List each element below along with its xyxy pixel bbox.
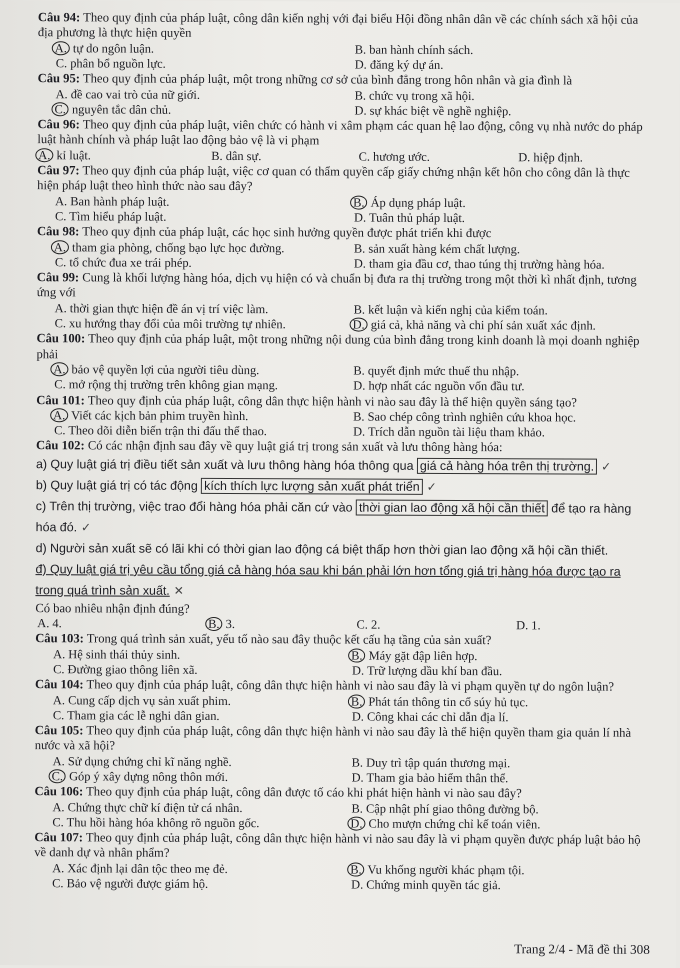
answer-option[interactable] — [354, 195, 653, 212]
answer-option[interactable] — [354, 318, 653, 335]
answer-options — [36, 408, 652, 441]
option-text: bảo vệ quyền lợi của người tiêu dùng. — [71, 362, 260, 378]
circled-answer-mark: A. — [50, 408, 68, 422]
answer-option[interactable] — [54, 378, 353, 395]
option-letter: D. — [352, 663, 365, 678]
answer-option[interactable] — [353, 364, 652, 381]
option-letter: B. — [351, 755, 364, 770]
option-text: Tham gia bảo hiểm thân thể. — [366, 770, 509, 786]
option-text: chức vụ trong xã hội. — [369, 88, 475, 103]
question-text: Câu 107: Theo quy định của pháp luật, công dân thực hiện hành vi nào sau đây là vi phạm quyền được pháp luật bảo hộ về danh dự và nhân phẩm? — [34, 830, 641, 861]
answer-option[interactable] — [351, 862, 650, 879]
option-letter: D. — [354, 57, 367, 72]
answer-option[interactable] — [355, 88, 654, 105]
option-text: Áp dụng pháp luật. — [370, 195, 466, 210]
option-text: Phát tán thông tin cổ súy hủ tục. — [368, 694, 529, 709]
statement-e: đ) Quy luật giá trị yêu cầu tổng giá cả hàng hóa sau khi bán phải lớn hơn tổng giá trị hàng hóa được tạo ra trong quá trình sản xuất. ✕ — [35, 561, 621, 598]
option-text: mở rộng thị trường trên không gian mạng. — [68, 377, 278, 393]
option-letter: C. — [54, 316, 66, 331]
option-letter: D. — [351, 709, 364, 724]
option-text: 2. — [370, 617, 381, 632]
statement-d: d) Người sản xuất sẽ có lãi khi có thời gian lao động cá biệt thấp hơn thời gian lao động xã hội cần thiết. — [35, 540, 609, 558]
answer-option[interactable] — [353, 379, 652, 396]
answer-option[interactable] — [55, 194, 354, 211]
option-text: ban hành chính sách. — [369, 42, 474, 57]
questions-94-101 — [36, 10, 654, 441]
statement-a: a) Quy luật giá trị điều tiết sản xuất và lưu thông hàng hóa thông qua giá cả hàng hóa trên thị trường. ✓ — [35, 456, 612, 474]
answer-option[interactable] — [516, 618, 651, 634]
answer-options — [34, 861, 650, 894]
option-letter: C. — [54, 255, 67, 270]
option-text: Công khai các chỉ dẫn địa lí. — [367, 709, 509, 724]
option-letter: A. — [52, 799, 65, 814]
answer-option[interactable] — [37, 616, 209, 632]
option-text: nguyên tắc dân chủ. — [71, 102, 172, 117]
question-text: Câu 104: Theo quy định của pháp luật, công dân thực hiện hành vi nào sau đây là vi phạm quyền tự do ngôn luận? — [34, 677, 615, 694]
answer-option[interactable] — [53, 754, 352, 771]
option-text: hợp nhất các nguồn vốn đầu tư. — [368, 378, 525, 394]
question-ask: Có bao nhiêu nhận định đúng? — [35, 600, 190, 616]
answer-option[interactable] — [211, 149, 358, 165]
option-text: Cho mượn chứng chỉ kế toán viên. — [368, 816, 541, 832]
option-letter: D. — [353, 378, 366, 393]
circled-answer-mark: B. — [205, 617, 222, 631]
statement-b: b) Quy luật giá trị có tác động kích thích lực lượng sản xuất phát triển ✓ — [35, 477, 437, 494]
answer-option[interactable] — [354, 103, 653, 120]
option-text: Tham gia các lễ nghi dân gian. — [67, 708, 220, 723]
question-text: Câu 96: Theo quy định của pháp luật, viên chức có hành vi xâm phạm các quan hệ lao động, công vụ nhà nước do pháp luật hành chính và pháp luật lao động bảo vệ là vi phạm — [37, 117, 643, 148]
option-letter: C. — [52, 708, 65, 723]
answer-option[interactable] — [353, 425, 652, 442]
answer-option[interactable] — [52, 861, 351, 878]
option-text: Theo dõi diễn biến trận thi đấu thể thao. — [68, 423, 267, 439]
option-text: Máy gặt đập liên hợp. — [368, 648, 478, 663]
option-text: Thu hồi hàng hóa không rõ nguồn gốc. — [66, 815, 260, 830]
circled-answer-mark: C. — [51, 102, 68, 116]
answer-options — [36, 362, 652, 395]
option-text: Bảo vệ người được giám hộ. — [66, 876, 209, 891]
option-text: 4. — [52, 616, 62, 631]
answer-options — [34, 800, 650, 833]
question-text: Câu 102: Có các nhận định sau đây về quy luật giá trị trong sản xuất và lưu thông hàng hóa: — [36, 438, 503, 455]
option-letter: C. — [356, 617, 368, 632]
answer-option[interactable] — [55, 316, 354, 333]
option-letter: C. — [54, 423, 66, 438]
circled-answer-mark: C. — [49, 769, 66, 783]
question-104 — [35, 677, 651, 725]
question-text: Câu 95: Theo quy định của pháp luật, một trong những cơ sở của bình đẳng trong hôn nhân và gia đình là — [37, 71, 573, 88]
answer-option[interactable] — [354, 256, 653, 273]
answer-option[interactable] — [352, 755, 651, 772]
answer-option[interactable] — [352, 663, 651, 680]
option-letter: D. — [353, 256, 366, 271]
answer-option[interactable] — [53, 708, 352, 725]
option-text: giá cả, khả năng và chi phí sản xuất xác định. — [370, 317, 596, 333]
option-text: đề cao vai trò của nữ giới. — [70, 86, 200, 102]
question-97 — [37, 163, 653, 227]
option-letter: C. — [52, 815, 64, 830]
option-text: Đường giao thông liên xã. — [67, 662, 198, 677]
option-text: kỉ luật. — [56, 148, 91, 163]
option-letter: C. — [53, 662, 65, 677]
answer-option[interactable] — [352, 771, 651, 788]
option-text: sự khác biệt về nghề nghiệp. — [369, 103, 512, 119]
option-text: Góp ý xây dựng nông thôn mới. — [69, 769, 228, 784]
answer-options — [37, 194, 653, 227]
option-text: xu hướng thay đổi của môi trường tự nhiên. — [69, 316, 286, 332]
option-letter: C. — [55, 209, 67, 224]
answer-option[interactable] — [55, 301, 354, 318]
circled-answer-mark: A. — [35, 148, 53, 162]
answer-option[interactable] — [518, 150, 653, 166]
answer-option[interactable] — [56, 56, 355, 73]
answer-option[interactable] — [39, 148, 211, 164]
option-text: Tuân thủ pháp luật. — [368, 210, 465, 226]
option-text: Sao chép công trình nghiên cứu khoa học. — [367, 409, 577, 425]
option-letter: A. — [52, 692, 66, 707]
option-letter: D. — [518, 150, 531, 165]
answer-option[interactable] — [209, 617, 356, 633]
answer-option[interactable] — [359, 149, 519, 165]
answer-options — [37, 240, 653, 273]
question-94 — [38, 10, 654, 74]
option-text: sản xuất hàng kém chất lượng. — [368, 241, 521, 256]
answer-options — [35, 693, 651, 726]
option-text: phân bổ nguồn lực. — [70, 56, 166, 71]
option-letter: C. — [54, 377, 66, 392]
option-text: Sử dụng chứng chỉ kĩ năng nghề. — [67, 754, 232, 769]
question-107 — [34, 830, 650, 894]
circled-answer-mark: A. — [52, 41, 70, 55]
option-text: dân sự. — [225, 148, 262, 163]
option-letter: D. — [354, 103, 367, 118]
answer-options — [37, 301, 653, 334]
circled-answer-mark: B. — [350, 195, 367, 209]
option-letter: D. — [353, 424, 366, 439]
option-text: Chứng thực chữ kí điện tử cá nhân. — [67, 799, 243, 815]
question-text: Câu 98: Theo quy định của pháp luật, các học sinh hưởng quyền được phát triển khi được — [36, 224, 492, 241]
answer-option[interactable] — [54, 362, 353, 379]
answer-option[interactable] — [352, 709, 651, 726]
answer-option[interactable] — [351, 816, 650, 833]
answer-option[interactable] — [56, 41, 355, 58]
option-letter: B. — [211, 148, 223, 163]
question-text: Câu 105: Theo quy định của pháp luật, công dân thực hiện hành vi nào sau đây là thể hiện quyền tham gia quản lí nhà nước và xã hội? — [34, 723, 632, 753]
option-letter: B. — [353, 241, 366, 256]
answer-option[interactable] — [52, 815, 351, 832]
option-letter: A. — [55, 86, 68, 101]
option-letter: D. — [354, 210, 367, 225]
question-95 — [37, 71, 653, 119]
option-letter: C. — [52, 876, 64, 891]
option-letter: B. — [353, 409, 365, 424]
answer-option[interactable] — [55, 209, 354, 226]
answer-option[interactable] — [54, 423, 353, 440]
question-text: Câu 103: Trong quá trình sản xuất, yếu tố nào sau đây thuộc kết cấu hạ tầng của sản xuất? — [35, 631, 492, 648]
option-letter: B. — [354, 88, 366, 103]
answer-options — [35, 754, 651, 787]
option-text: tham gia phòng, chống bạo lực học đường. — [72, 239, 285, 255]
answer-option[interactable] — [357, 618, 517, 634]
option-letter: A. — [37, 616, 50, 631]
question-101 — [36, 393, 652, 441]
answer-option[interactable] — [355, 58, 654, 75]
question-105 — [35, 723, 651, 787]
answer-option[interactable] — [52, 876, 351, 893]
answer-option[interactable] — [354, 241, 653, 258]
option-text: Cung cấp dịch vụ sản xuất phim. — [68, 692, 231, 708]
option-text: tự do ngôn luận. — [72, 41, 155, 56]
option-letter: B. — [354, 42, 367, 57]
question-103 — [35, 632, 651, 680]
question-text: Câu 99: Cung là khối lượng hàng hóa, dịch vụ hiện có và chuẩn bị đưa ra thị trường trong một thời kì nhất định, tương ứng với — [36, 270, 637, 300]
option-letter: A. — [55, 194, 68, 209]
option-letter: C. — [358, 149, 370, 164]
option-text: tham gia đầu cơ, thao túng thị trường hàng hóa. — [368, 256, 605, 272]
answer-option[interactable] — [55, 255, 354, 272]
answer-option[interactable] — [55, 240, 354, 257]
question-96 — [37, 117, 653, 166]
option-text: đăng ký dự án. — [369, 57, 444, 72]
question-text: Câu 106: Theo quy định của pháp luật, công dân được tố cáo khi phát hiện hành vi nào sau đây? — [34, 784, 522, 801]
option-text: Vu khống người khác phạm tội. — [367, 862, 525, 878]
option-letter: D. — [516, 618, 529, 633]
option-text: kết luận và kiến nghị của kiểm toán. — [368, 302, 548, 318]
answer-options — [35, 647, 651, 680]
option-text: hiệp định. — [533, 150, 583, 165]
answer-options — [38, 41, 654, 74]
question-text: Câu 94: Theo quy định của pháp luật, công dân kiến nghị với đại biểu Hội đồng nhân dân về các chính sách xã hội của địa phương là thực hiện quyền — [37, 10, 639, 41]
option-text: Duy trì tập quán thương mại. — [366, 755, 511, 771]
question-99 — [37, 270, 653, 334]
answer-option[interactable] — [55, 102, 354, 119]
question-text: Câu 101: Theo quy định của pháp luật, công dân thực hiện hành vi nào sau đây là thể hiện quyền sáng tạo? — [36, 392, 577, 410]
option-text: Viết các kịch bản phim truyền hình. — [71, 408, 249, 424]
answer-option[interactable] — [53, 662, 352, 679]
option-text: 1. — [531, 618, 541, 633]
option-letter: C. — [55, 56, 68, 71]
question-text: Câu 100: Theo quy định của pháp luật, một trong những nội dung của bình đẳng trong kinh doanh là mọi doanh nghiệp phải — [36, 331, 640, 361]
circled-answer-mark: A. — [50, 362, 68, 376]
option-text: Trích dẫn nguồn tài liệu tham khảo. — [368, 424, 545, 440]
option-text: 3. — [225, 617, 235, 632]
option-letter: B. — [353, 302, 366, 317]
option-text: Trữ lượng dầu khí ban đầu. — [366, 663, 503, 679]
option-text: Chứng minh quyền tác giả. — [366, 877, 501, 893]
circled-answer-mark: B. — [347, 862, 364, 876]
answer-option[interactable] — [352, 694, 651, 711]
page-footer: Trang 2/4 - Mã đề thi 308 — [514, 941, 650, 957]
option-letter: B. — [353, 363, 365, 378]
statement-c: c) Trên thị trường, việc trao đổi hàng hóa phải căn cứ vào thời gian lao động xã hội cần thiết để tạo ra hàng hóa đó. ✓ — [35, 498, 632, 535]
answer-option[interactable] — [351, 878, 650, 895]
answer-options — [37, 87, 653, 120]
circled-answer-mark: B. — [348, 648, 365, 662]
answer-option[interactable] — [53, 769, 352, 786]
circled-answer-mark: D. — [350, 318, 368, 332]
answer-option[interactable] — [53, 693, 352, 710]
answer-option[interactable] — [54, 408, 353, 425]
answer-option[interactable] — [352, 648, 651, 665]
option-letter: A. — [52, 861, 65, 876]
answer-option[interactable] — [56, 87, 355, 104]
option-text: tổ chức đua xe trái phép. — [69, 255, 192, 270]
option-text: hương ước. — [373, 149, 430, 164]
circled-answer-mark: A. — [51, 240, 69, 254]
option-text: Xác định lại dân tộc theo mẹ đẻ. — [67, 861, 228, 876]
option-letter: D. — [351, 877, 364, 892]
option-text: Ban hành pháp luật. — [70, 194, 170, 209]
option-letter: D. — [351, 770, 364, 785]
option-text: thời gian thực hiện đề án vị trí việc làm. — [69, 301, 269, 317]
answer-option[interactable] — [354, 302, 653, 319]
circled-answer-mark: D. — [347, 816, 365, 830]
answer-option[interactable] — [53, 647, 352, 664]
answer-option[interactable] — [355, 42, 654, 59]
answer-option[interactable] — [354, 211, 653, 228]
option-text: Tìm hiểu pháp luật. — [69, 209, 167, 224]
option-letter: B. — [351, 801, 363, 816]
option-letter: A. — [54, 301, 67, 316]
question-102 — [35, 438, 652, 634]
question-text: Câu 97: Theo quy định của pháp luật, việc cơ quan có thẩm quyền cấp giấy chứng nhận kết hôn cho công dân là thực hiện pháp luật theo hình thức nào sau đây? — [37, 163, 630, 194]
option-text: Cập nhật phí giao thông đường bộ. — [365, 801, 539, 816]
option-text: Hệ sinh thái thủy sinh. — [68, 647, 181, 662]
questions-103-107 — [34, 632, 651, 895]
circled-answer-mark: B. — [348, 694, 365, 708]
option-letter: A. — [53, 646, 66, 662]
answer-option[interactable] — [52, 800, 351, 817]
question-106 — [34, 784, 650, 832]
answer-option[interactable] — [351, 801, 650, 818]
question-98 — [37, 224, 653, 272]
answer-option[interactable] — [353, 409, 652, 426]
question-100 — [36, 331, 652, 395]
option-letter: A. — [52, 754, 65, 769]
option-text: quyết định mức thuế thu nhập. — [367, 363, 520, 379]
